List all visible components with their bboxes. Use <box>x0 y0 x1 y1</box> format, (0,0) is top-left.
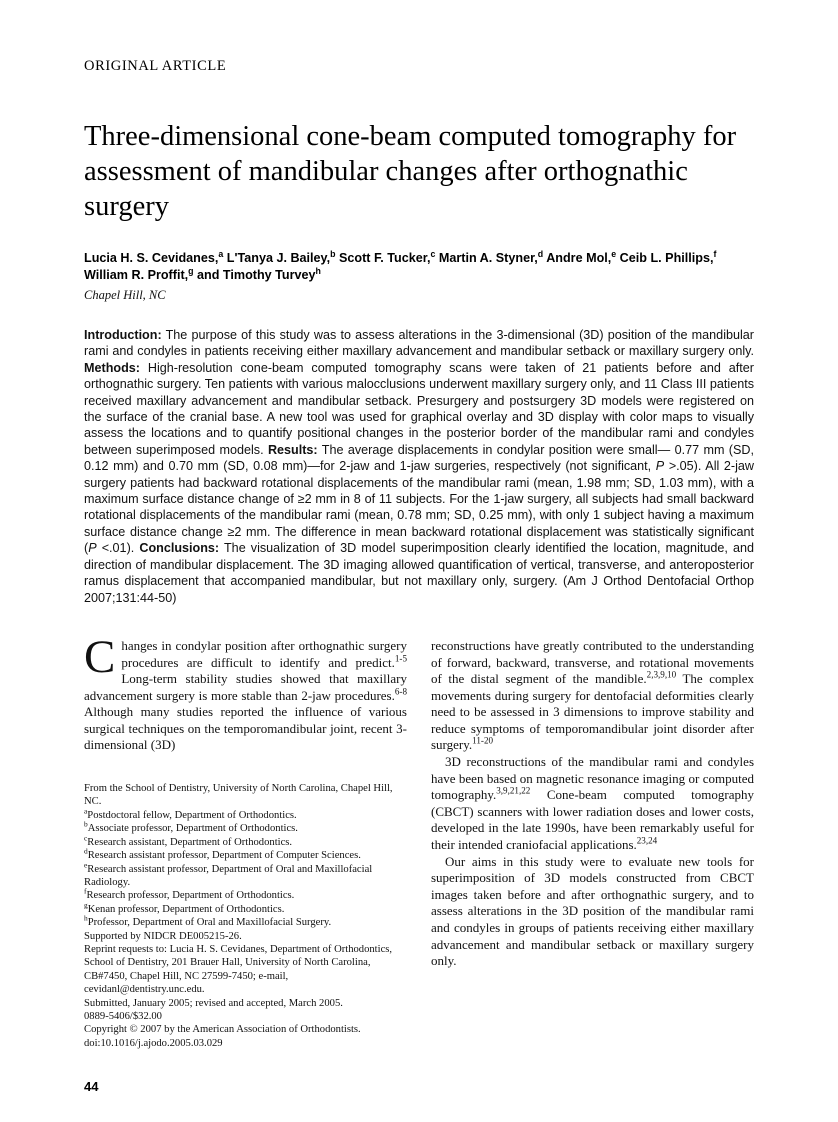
body-paragraph: reconstructions have greatly contributed to the understanding of forward, backward, transverse, and rotational movements of the distal segment of the mandible.$^{2,3,9,10}$ The complex movements during surgery for dentofacial deformities clearly need to be assessed in 3 dimensions to improve stability and reduce symptoms of temporomandibular joint disorder after surgery.$^{11-20}$ <box>431 637 754 753</box>
superscript: e <box>84 859 88 869</box>
body-columns <box>84 630 754 1050</box>
superscript: b <box>84 819 88 829</box>
article-title: Three-dimensional cone-beam computed tomography for assessment of mandibular changes after orthognathic surgery <box>84 121 737 222</box>
footnote: $^e$Research assistant professor, Department of Oral and Maxillofacial Radiology. <box>84 859 373 888</box>
superscript: g <box>188 265 194 276</box>
footnote: Reprint requests to: Lucia H. S. Cevidanes, Department of Orthodontics, School of Dentistry, 201 Brauer Hall, University of North Carolina, CB#7450, Chapel Hill, NC 27599-7450; e-mail, cevidanl@dentistry.unc.edu. <box>84 943 393 996</box>
superscript: e <box>611 248 617 259</box>
bold-text: Results: <box>267 442 318 457</box>
footnote: $^d$Research assistant professor, Department of Computer Sciences. <box>84 846 361 862</box>
footnote: $^g$Kenan professor, Department of Orthodontics. <box>84 900 285 915</box>
footnote: $^a$Postdoctoral fellow, Department of Orthodontics. <box>84 806 297 821</box>
footnote: $^f$Research professor, Department of Orthodontics. <box>84 886 295 902</box>
superscript: 11-20 <box>472 736 494 747</box>
right-column <box>431 638 754 1050</box>
footnote: Supported by NIDCR DE005215-26. <box>84 930 242 942</box>
superscript: 2,3,9,10 <box>646 669 677 680</box>
superscript: g <box>84 900 88 910</box>
footnote: From the School of Dentistry, University of North Carolina, Chapel Hill, NC. <box>84 783 393 808</box>
footnote: 0889-5406/$32.00 <box>84 1010 162 1022</box>
superscript: 1-5 <box>394 653 407 664</box>
body-paragraph <box>84 630 407 754</box>
dropcap: C <box>84 630 116 683</box>
abstract: Introduction: The purpose of this study was to assess alterations in the 3-dimensional (3D) position of the mandibular rami and condyles in patients receiving either maxillary advancement and mandibular setback or maxillary surgery only. Methods: High-resolution cone-beam computed tomography scans were taken of 21 patients before and after orthognathic surgery. Ten patients with various malocclusions underwent maxillary surgery only, and 11 Class III patients received maxillary advancement and mandibular setback. Presurgery and postsurgery 3D models were registered on the surface of the cranial base. A new tool was used for graphical overlay and 3D display with color maps to visually assess the locations and to quantify positional changes in the posterior border of the mandibular rami and condyles between superimposed models. Results: The average displacements in condylar position were small— 0.77 mm (SD, 0.12 mm) and 0.70 mm (SD, 0.08 mm)—for 2-jaw and 1-jaw surgeries, respectively (not significant, P >.05). All 2-jaw surgery patients had backward rotational displacements of the mandibular rami (mean, 1.98 mm; SD, 1.03 mm), with a maximum surface distance change of ≥2 mm in 8 of 11 subjects. For the 1-jaw surgery, all subjects had small backward rotational displacements of the mandibular rami (mean, 0.78 mm; SD, 0.25 mm), with only 1 subject having a maximum surface distance change ≥2 mm. The difference in mean backward rotational displacement was statistically significant (P <.01). Conclusions: The visualization of 3D model superimposition clearly identified the location, magnitude, and direction of mandibular displacement. The 3D imaging allowed quantification of vertical, transverse, and anteroposterior ramus displacement that accompanied mandibular, but not maxillary only, surgery. (Am J Orthod Dentofacial Orthop 2007;131:44-50) <box>84 328 755 605</box>
superscript: 3,9,21,22 <box>496 785 531 796</box>
superscript: a <box>218 248 224 259</box>
footnote: $^c$Research assistant, Department of Orthodontics. <box>84 833 293 848</box>
page-number: 44 <box>84 1079 99 1094</box>
footnotes-block <box>84 782 407 1050</box>
footnote: $^h$Professor, Department of Oral and Maxillofacial Surgery. <box>84 913 332 929</box>
bold-text: Introduction: <box>84 328 162 342</box>
body-paragraph: Our aims in this study were to evaluate new tools for superimposition of 3D models constructed from CBCT images taken before and after orthognathic surgery, and to assess alterations in the 3D position of the mandibular rami and condyles in groups of patients receiving either maxillary advancement and mandibular setback or maxillary surgery only. <box>431 853 754 969</box>
footnote: doi:10.1016/j.ajodo.2005.03.029 <box>84 1037 223 1049</box>
bold-text: Conclusions: <box>139 541 220 556</box>
footnote: Submitted, January 2005; revised and accepted, March 2005. <box>84 997 343 1009</box>
superscript: 23,24 <box>636 835 658 846</box>
left-column <box>84 630 407 1050</box>
superscript: b <box>330 248 336 259</box>
superscript: h <box>84 913 88 923</box>
affiliation: Chapel Hill, NC <box>84 288 166 302</box>
superscript: d <box>537 248 544 259</box>
superscript: a <box>84 806 88 816</box>
italic-text: P <box>88 541 97 556</box>
superscript: d <box>84 846 88 856</box>
superscript: 6-8 <box>394 686 407 697</box>
bold-text: Methods: <box>84 360 140 375</box>
superscript: h <box>315 265 321 276</box>
superscript: c <box>84 833 88 843</box>
superscript: f <box>713 248 717 259</box>
body-paragraph: 3D reconstructions of the mandibular rami and condyles have been based on magnetic resonance imaging or computed tomography.$^{3,9,21,22}$ Cone-beam computed tomography (CBCT) scanners with lower radiation doses and lower costs, developed in the late 1990s, have been remarkably useful for their intended craniofacial applications.$^{23,24}$ <box>431 754 754 853</box>
italic-text: P <box>655 459 665 474</box>
superscript: f <box>84 886 87 896</box>
article-type-label: ORIGINAL ARTICLE <box>84 58 227 74</box>
footnote: $^b$Associate professor, Department of Orthodontics. <box>84 819 298 835</box>
footnote: Copyright © 2007 by the American Association of Orthodontists. <box>84 1024 361 1036</box>
paragraph-text: hanges in condylar position after orthognathic surgery procedures are difficult to identify and predict.$^{1-5}$ Long-term stability studies showed that maxillary advancement surgery is more stable than 2-jaw procedures.$^{6-8}$ Although many studies reported the influence of various surgical techniques on the temporomandibular joint, recent 3-dimensional (3D) <box>84 637 407 753</box>
superscript: c <box>430 248 436 259</box>
author-list: Lucia H. S. Cevidanes,$^a$ L'Tanya J. Bailey,$^b$ Scott F. Tucker,$^c$ Martin A. Styner,$^d$ Andre Mol,$^e$ Ceib L. Phillips,$^f$ William R. Proffit,$^g$ and Timothy Turvey$^h$ <box>84 248 717 282</box>
